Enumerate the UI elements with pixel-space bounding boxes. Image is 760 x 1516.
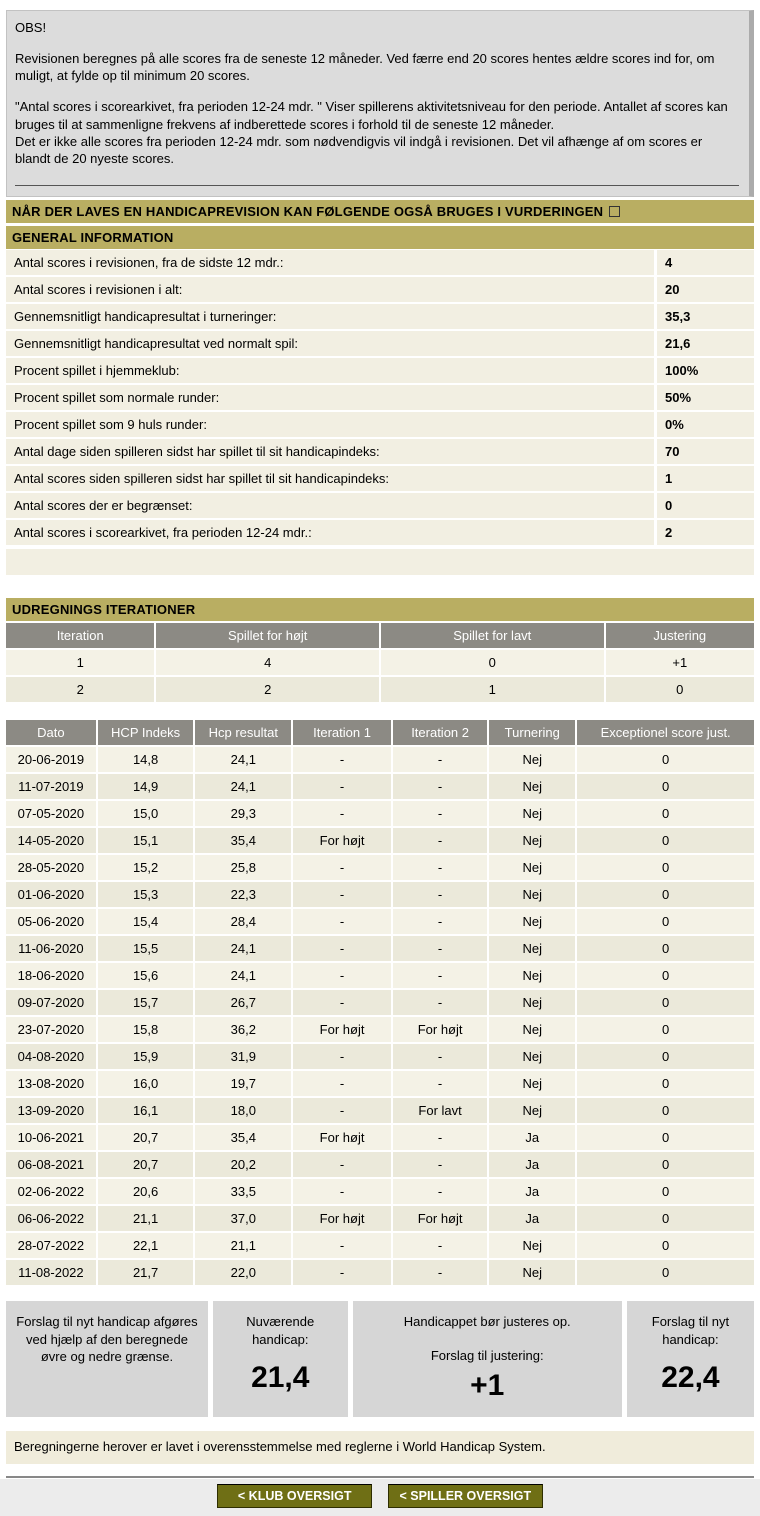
- table-cell: For højt: [293, 1206, 391, 1231]
- table-cell: -: [393, 801, 487, 826]
- table-cell: 0: [577, 1152, 754, 1177]
- info-value: 21,6: [654, 331, 754, 356]
- table-cell: 10-06-2021: [6, 1125, 96, 1150]
- general-info-table-footer: [6, 549, 754, 575]
- info-label: Procent spillet som normale runder:: [6, 385, 654, 410]
- table-cell: 0: [577, 909, 754, 934]
- table-cell: -: [293, 801, 391, 826]
- table-cell: Nej: [489, 1233, 575, 1258]
- column-header-dato: Dato: [6, 720, 96, 745]
- table-row: [6, 909, 754, 934]
- revision-section-header: [6, 200, 754, 223]
- info-value: 70: [654, 439, 754, 464]
- column-header-spillet-for-lavt: Spillet for lavt: [381, 623, 604, 648]
- table-cell: -: [393, 1152, 487, 1177]
- current-handicap-value: 21,4: [251, 1361, 310, 1395]
- table-cell: 22,0: [195, 1260, 291, 1285]
- table-row: [6, 747, 754, 772]
- info-value: 2: [654, 520, 754, 545]
- info-row: [6, 466, 754, 491]
- column-header-hcp-resultat: Hcp resultat: [195, 720, 291, 745]
- table-cell: 0: [577, 828, 754, 853]
- table-cell: Nej: [489, 1071, 575, 1096]
- table-cell: -: [393, 1233, 487, 1258]
- table-cell: 09-07-2020: [6, 990, 96, 1015]
- info-row: [6, 520, 754, 545]
- notice-paragraph-1: Revisionen beregnes på alle scores fra de seneste 12 måneder. Ved færre end 20 scores hentes ældre scores ind for, om muligt, at fylde op til minimum 20 scores.: [15, 51, 715, 84]
- table-cell: Nej: [489, 1098, 575, 1123]
- info-row: [6, 250, 754, 275]
- table-cell: -: [293, 1098, 391, 1123]
- table-cell: 0: [577, 1017, 754, 1042]
- player-overview-button[interactable]: < SPILLER OVERSIGT: [388, 1484, 543, 1508]
- table-row: [6, 1044, 754, 1069]
- table-cell: 0: [577, 774, 754, 799]
- column-header-spillet-for-hojt: Spillet for højt: [156, 623, 379, 648]
- table-cell: -: [293, 1152, 391, 1177]
- table-row: [6, 936, 754, 961]
- table-cell: 20,7: [98, 1152, 194, 1177]
- table-cell: -: [293, 774, 391, 799]
- table-cell: 18,0: [195, 1098, 291, 1123]
- table-cell: -: [293, 882, 391, 907]
- table-cell: 11-06-2020: [6, 936, 96, 961]
- table-cell: 0: [577, 747, 754, 772]
- table-row: [6, 1233, 754, 1258]
- table-cell: -: [293, 1260, 391, 1285]
- general-info-table: [6, 248, 754, 547]
- table-cell: Nej: [489, 963, 575, 988]
- table-cell: -: [293, 909, 391, 934]
- table-cell: 24,1: [195, 774, 291, 799]
- table-cell: 0: [577, 1233, 754, 1258]
- table-cell: 22,1: [98, 1233, 194, 1258]
- table-cell: 20,6: [98, 1179, 194, 1204]
- table-cell: 22,3: [195, 882, 291, 907]
- table-cell: 35,4: [195, 828, 291, 853]
- info-label: Antal scores siden spilleren sidst har spillet til sit handicapindeks:: [6, 466, 654, 491]
- table-cell: 28-05-2020: [6, 855, 96, 880]
- whs-note: [6, 1431, 754, 1464]
- table-cell: -: [293, 963, 391, 988]
- table-cell: Ja: [489, 1152, 575, 1177]
- table-cell: 28-07-2022: [6, 1233, 96, 1258]
- table-cell: -: [393, 747, 487, 772]
- general-info-section-header: [6, 226, 754, 249]
- table-cell: 15,4: [98, 909, 194, 934]
- table-cell: 15,3: [98, 882, 194, 907]
- table-cell: -: [393, 1044, 487, 1069]
- table-cell: -: [393, 1071, 487, 1096]
- info-value: 100%: [654, 358, 754, 383]
- table-cell: 26,7: [195, 990, 291, 1015]
- info-row: [6, 331, 754, 356]
- table-cell: -: [293, 1179, 391, 1204]
- info-label: Procent spillet i hjemmeklub:: [6, 358, 654, 383]
- table-cell: -: [393, 855, 487, 880]
- table-cell: 0: [577, 936, 754, 961]
- table-cell: Nej: [489, 909, 575, 934]
- iterations-table: [4, 621, 756, 704]
- info-row: [6, 304, 754, 329]
- table-cell: 11-07-2019: [6, 774, 96, 799]
- info-row: [6, 412, 754, 437]
- info-label: Gennemsnitligt handicapresultat i turneringer:: [6, 304, 654, 329]
- table-cell: For højt: [393, 1206, 487, 1231]
- table-cell: Nej: [489, 1044, 575, 1069]
- table-row: [6, 855, 754, 880]
- table-cell: 01-06-2020: [6, 882, 96, 907]
- table-cell: 31,9: [195, 1044, 291, 1069]
- table-cell: -: [393, 774, 487, 799]
- column-header-exceptionel-score-just: Exceptionel score just.: [577, 720, 754, 745]
- table-cell: 0: [577, 855, 754, 880]
- summary-explanation-box: [6, 1301, 208, 1417]
- table-cell: -: [293, 855, 391, 880]
- notice-paragraph-2-line-1: "Antal scores i scorearkivet, fra perioden 12-24 mdr. " Viser spillerens aktivitetsniveau for den periode. Antallet af scores kan bruges til at sammenligne frekvens af indberettede scores i forhold til de seneste 12 måneder.: [15, 99, 728, 132]
- summary-explanation-text: Forslag til nyt handicap afgøres ved hjælp af den beregnede øvre og nedre grænse.: [16, 1314, 198, 1365]
- table-cell: 2: [156, 677, 379, 702]
- table-cell: 1: [381, 677, 604, 702]
- revision-toggle-checkbox[interactable]: [609, 206, 620, 217]
- table-row: [6, 882, 754, 907]
- table-cell: 15,7: [98, 990, 194, 1015]
- info-row: [6, 358, 754, 383]
- column-header-justering: Justering: [606, 623, 754, 648]
- scores-header-row: [6, 720, 754, 745]
- table-cell: 4: [156, 650, 379, 675]
- table-cell: 15,9: [98, 1044, 194, 1069]
- table-row: [6, 1017, 754, 1042]
- club-overview-button[interactable]: < KLUB OVERSIGT: [217, 1484, 372, 1508]
- summary-section: [6, 1301, 754, 1417]
- table-cell: -: [393, 1260, 487, 1285]
- info-row: [6, 493, 754, 518]
- info-label: Antal dage siden spilleren sidst har spillet til sit handicapindeks:: [6, 439, 654, 464]
- table-cell: 37,0: [195, 1206, 291, 1231]
- table-cell: -: [293, 1233, 391, 1258]
- table-cell: 14,9: [98, 774, 194, 799]
- table-cell: 21,1: [195, 1233, 291, 1258]
- table-cell: -: [393, 882, 487, 907]
- table-cell: -: [393, 909, 487, 934]
- table-cell: 0: [381, 650, 604, 675]
- table-row: [6, 1260, 754, 1285]
- table-cell: 0: [577, 1260, 754, 1285]
- table-cell: 15,5: [98, 936, 194, 961]
- table-cell: 21,1: [98, 1206, 194, 1231]
- table-cell: -: [393, 1125, 487, 1150]
- table-cell: Nej: [489, 774, 575, 799]
- info-label: Antal scores i revisionen, fra de sidste 12 mdr.:: [6, 250, 654, 275]
- table-cell: 15,2: [98, 855, 194, 880]
- revision-section-title: NÅR DER LAVES EN HANDICAPREVISION KAN FØLGENDE OGSÅ BRUGES I VURDERINGEN: [12, 204, 604, 220]
- table-cell: Ja: [489, 1206, 575, 1231]
- table-cell: 1: [6, 650, 154, 675]
- table-cell: Nej: [489, 1017, 575, 1042]
- table-cell: Ja: [489, 1125, 575, 1150]
- table-cell: -: [393, 1179, 487, 1204]
- column-header-hcp-indeks: HCP Indeks: [98, 720, 194, 745]
- iterations-section-title: UDREGNINGS ITERATIONER: [12, 602, 196, 618]
- adjustment-label: Forslag til justering:: [430, 1347, 544, 1363]
- table-cell: 20,7: [98, 1125, 194, 1150]
- info-label: Antal scores der er begrænset:: [6, 493, 654, 518]
- table-cell: 21,7: [98, 1260, 194, 1285]
- table-row: [6, 1125, 754, 1150]
- bottom-bar: [0, 1479, 760, 1516]
- column-header-turnering: Turnering: [489, 720, 575, 745]
- table-row: [6, 650, 754, 675]
- table-cell: -: [393, 828, 487, 853]
- table-row: [6, 774, 754, 799]
- table-cell: -: [393, 990, 487, 1015]
- table-cell: 15,8: [98, 1017, 194, 1042]
- table-cell: 02-06-2022: [6, 1179, 96, 1204]
- table-cell: 36,2: [195, 1017, 291, 1042]
- proposed-handicap-box: [627, 1301, 754, 1417]
- table-cell: For højt: [293, 828, 391, 853]
- info-row: [6, 439, 754, 464]
- table-cell: 07-05-2020: [6, 801, 96, 826]
- notice-paragraph-2: [15, 98, 739, 167]
- info-label: Antal scores i scorearkivet, fra perioden 12-24 mdr.:: [6, 520, 654, 545]
- table-row: [6, 1179, 754, 1204]
- table-cell: 29,3: [195, 801, 291, 826]
- table-cell: 24,1: [195, 747, 291, 772]
- table-cell: 05-06-2020: [6, 909, 96, 934]
- notice-paragraph-2-line-2: Det er ikke alle scores fra perioden 12-24 mdr. som nødvendigvis vil indgå i revisionen. Det vil afhænge af om scores er blandt de 20 nyeste scores.: [15, 133, 703, 166]
- table-cell: 14-05-2020: [6, 828, 96, 853]
- iterations-header-row: [6, 623, 754, 648]
- table-row: [6, 990, 754, 1015]
- adjustment-box: [353, 1301, 622, 1417]
- info-label: Antal scores i revisionen i alt:: [6, 277, 654, 302]
- table-cell: For højt: [393, 1017, 487, 1042]
- table-cell: 19,7: [195, 1071, 291, 1096]
- table-cell: Nej: [489, 855, 575, 880]
- info-row: [6, 277, 754, 302]
- info-label: Gennemsnitligt handicapresultat ved normalt spil:: [6, 331, 654, 356]
- table-cell: 18-06-2020: [6, 963, 96, 988]
- table-cell: 0: [577, 882, 754, 907]
- column-header-iteration: Iteration: [6, 623, 154, 648]
- info-label: Procent spillet som 9 huls runder:: [6, 412, 654, 437]
- table-cell: Nej: [489, 828, 575, 853]
- table-cell: Nej: [489, 1260, 575, 1285]
- table-cell: -: [293, 936, 391, 961]
- table-cell: 2: [6, 677, 154, 702]
- table-cell: 16,0: [98, 1071, 194, 1096]
- info-value: 20: [654, 277, 754, 302]
- info-value: 1: [654, 466, 754, 491]
- notice-divider: [15, 185, 739, 186]
- proposed-handicap-value: 22,4: [661, 1361, 720, 1395]
- table-cell: -: [293, 1044, 391, 1069]
- current-handicap-label: Nuværende handicap:: [246, 1314, 315, 1347]
- table-cell: 13-09-2020: [6, 1098, 96, 1123]
- table-cell: 0: [577, 1125, 754, 1150]
- notice-panel: [6, 10, 754, 197]
- table-cell: 0: [577, 1044, 754, 1069]
- adjustment-note: Handicappet bør justeres op.: [403, 1314, 571, 1330]
- table-cell: 25,8: [195, 855, 291, 880]
- table-cell: 0: [577, 1098, 754, 1123]
- table-cell: For højt: [293, 1017, 391, 1042]
- table-cell: +1: [606, 650, 754, 675]
- table-cell: 06-06-2022: [6, 1206, 96, 1231]
- table-cell: 15,1: [98, 828, 194, 853]
- table-cell: 0: [577, 990, 754, 1015]
- current-handicap-box: [213, 1301, 348, 1417]
- table-cell: -: [293, 747, 391, 772]
- table-cell: For lavt: [393, 1098, 487, 1123]
- proposed-handicap-label: Forslag til nyt handicap:: [651, 1314, 730, 1347]
- table-row: [6, 828, 754, 853]
- table-row: [6, 963, 754, 988]
- table-cell: 15,6: [98, 963, 194, 988]
- table-cell: 11-08-2022: [6, 1260, 96, 1285]
- general-info-section-title: GENERAL INFORMATION: [12, 230, 174, 246]
- table-cell: Nej: [489, 936, 575, 961]
- info-value: 35,3: [654, 304, 754, 329]
- table-cell: 0: [606, 677, 754, 702]
- iterations-section-header: [6, 598, 754, 621]
- table-cell: 24,1: [195, 963, 291, 988]
- column-header-iteration-1: Iteration 1: [293, 720, 391, 745]
- table-cell: 0: [577, 963, 754, 988]
- whs-note-text: Beregningerne herover er lavet i overensstemmelse med reglerne i World Handicap System.: [14, 1439, 546, 1455]
- table-cell: 0: [577, 1071, 754, 1096]
- info-row: [6, 385, 754, 410]
- table-cell: For højt: [293, 1125, 391, 1150]
- table-cell: 20-06-2019: [6, 747, 96, 772]
- table-cell: 04-08-2020: [6, 1044, 96, 1069]
- table-cell: Nej: [489, 801, 575, 826]
- info-value: 0: [654, 493, 754, 518]
- info-value: 4: [654, 250, 754, 275]
- table-cell: 33,5: [195, 1179, 291, 1204]
- table-row: [6, 677, 754, 702]
- table-cell: 06-08-2021: [6, 1152, 96, 1177]
- table-cell: 35,4: [195, 1125, 291, 1150]
- scores-table: [4, 718, 756, 1287]
- table-cell: Nej: [489, 990, 575, 1015]
- table-cell: Nej: [489, 882, 575, 907]
- column-header-iteration-2: Iteration 2: [393, 720, 487, 745]
- info-value: 50%: [654, 385, 754, 410]
- table-cell: 24,1: [195, 936, 291, 961]
- table-row: [6, 801, 754, 826]
- table-row: [6, 1098, 754, 1123]
- table-row: [6, 1152, 754, 1177]
- table-cell: 28,4: [195, 909, 291, 934]
- table-cell: 0: [577, 1206, 754, 1231]
- table-cell: Ja: [489, 1179, 575, 1204]
- table-cell: Nej: [489, 747, 575, 772]
- table-cell: -: [393, 936, 487, 961]
- adjustment-value: +1: [470, 1369, 505, 1403]
- info-value: 0%: [654, 412, 754, 437]
- table-cell: 23-07-2020: [6, 1017, 96, 1042]
- table-row: [6, 1071, 754, 1096]
- table-cell: 16,1: [98, 1098, 194, 1123]
- table-cell: -: [293, 990, 391, 1015]
- notice-title: OBS!: [15, 20, 47, 35]
- table-cell: -: [393, 963, 487, 988]
- table-cell: 0: [577, 801, 754, 826]
- table-cell: 20,2: [195, 1152, 291, 1177]
- table-cell: 0: [577, 1179, 754, 1204]
- table-cell: 13-08-2020: [6, 1071, 96, 1096]
- table-row: [6, 1206, 754, 1231]
- table-cell: 14,8: [98, 747, 194, 772]
- table-cell: -: [293, 1071, 391, 1096]
- table-cell: 15,0: [98, 801, 194, 826]
